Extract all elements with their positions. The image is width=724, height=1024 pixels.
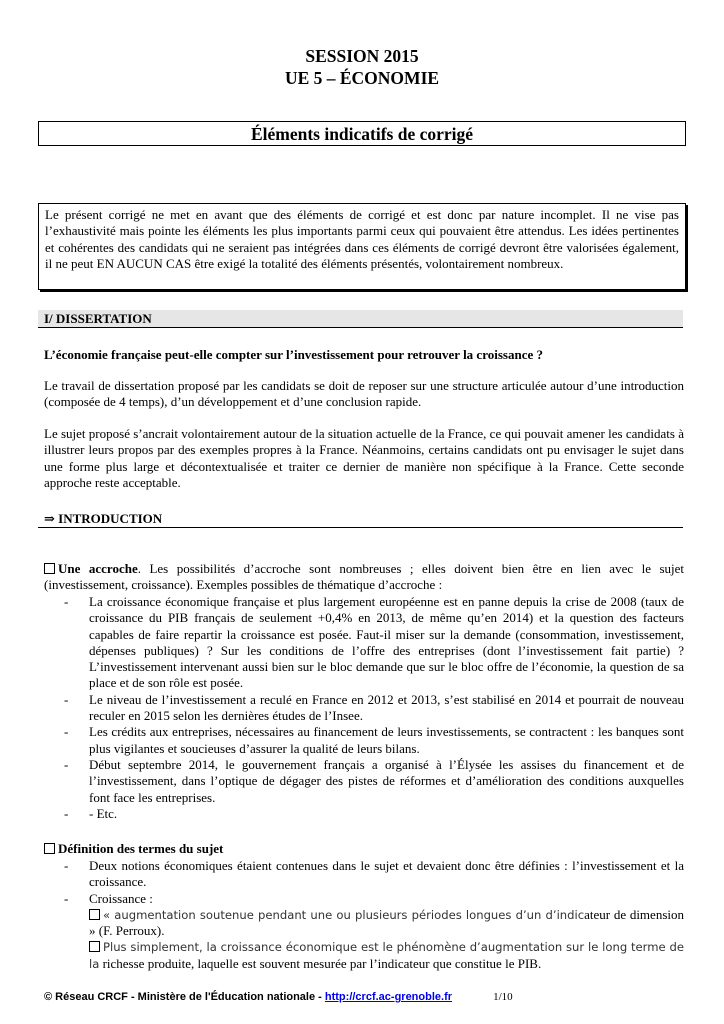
- checkbox-icon: [44, 843, 55, 854]
- checkbox-icon: [89, 941, 100, 952]
- checkbox-icon: [89, 909, 100, 920]
- footer-link[interactable]: http://crcf.ac-grenoble.fr: [324, 991, 453, 1003]
- list-item: - La croissance économique française et plus largement européenne est en panne depuis la crise de 2008 (taux de croissance du PIB français de seulement +0,4% en 2013, de même qu’en 2014) et la question des facteurs capables de faire repartir la croissance est posée. Faut-il miser sur la demande (consommation, investissement, dépenses publiques) ? Sur les conditions de l’offre des entreprises (dont l’investissement fait partie) ? L’investissement intervenant aussi bien sur le bloc demande que sur le bloc offre de l’économie, la question de sa place et de son rôle est posée.: [64, 594, 684, 691]
- accroche-list: [64, 594, 684, 822]
- disclaimer-box: Le présent corrigé ne met en avant que des éléments de corrigé et est donc par nature incomplet. Il ne vise pas l’exhaustivité mais pointe les éléments les plus importants parmi ceux qui pouvaient être attendus. Les idées pertinentes et cohérentes des candidats qui ne seraient pas intégrées dans ces éléments de corrigé devront être valorisées également, il ne peut EN AUCUN CAS être exigé la totalité des éléments présentés, volontairement nombreux.: [38, 203, 686, 290]
- definition-perroux: « augmentation soutenue pendant une ou plusieurs périodes longues d’un d’indicateur de dimension » (F. Perroux).: [89, 906, 684, 939]
- definition-list: [64, 858, 684, 972]
- page-footer: [44, 990, 684, 1004]
- footer-copyright: © Réseau CRCF - Ministère de l'Éducation nationale -: [44, 991, 322, 1003]
- checkbox-icon: [44, 563, 55, 574]
- dissertation-question: L’économie française peut-elle compter sur l’investissement pour retrouver la croissance ?: [44, 347, 543, 362]
- list-item: - Croissance : « augmentation soutenue pendant une ou plusieurs périodes longues d’un d’indicateur de dimension » (F. Perroux). Plus simplement, la croissance économique est le phénomène d’augmentation sur le long terme de la richesse produite, laquelle est souvent mesurée par l’indicateur que constitue le PIB.: [64, 890, 684, 971]
- list-item: - - Etc.: [64, 805, 118, 821]
- ue-line: UE 5 – ÉCONOMIE: [284, 68, 440, 88]
- arrow-icon: ⇒: [44, 511, 55, 526]
- definition-label: Définition des termes du sujet: [58, 841, 224, 856]
- session-line: SESSION 2015: [305, 46, 419, 66]
- definition-simple: Plus simplement, la croissance économique est le phénomène d’augmentation sur le long terme de la richesse produite, laquelle est souvent mesurée par l’indicateur que constitue le PIB.: [89, 940, 684, 971]
- accroche-text: . Les possibilités d’accroche sont nombreuses ; elles doivent bien être en lien avec le sujet (investissement, croissance). Exemples possibles de thématique d’accroche :: [44, 561, 685, 593]
- section-heading-dissertation: I/ DISSERTATION: [38, 310, 683, 328]
- list-item: - Les crédits aux entreprises, nécessaires au financement de leurs investissements, se contractent : les banques sont plus vigilantes et soucieuses d’assurer la qualité de leurs bilans.: [64, 724, 684, 756]
- session-heading: [0, 45, 724, 89]
- paragraph-structure: Le travail de dissertation proposé par les candidats se doit de reposer sur une structure articulée autour d’une introduction (composée de 4 temps), d’un développement et d’une conclusion rapide.: [44, 378, 684, 410]
- paragraph-context: Le sujet proposé s’ancrait volontairement autour de la situation actuelle de la France, ce qui pouvait amener les candidats à illustrer leurs propos par des exemples propres à la France. Néanmoins, certains candidats ont pu envisager le sujet dans une forme plus large et décontextualisée et traiter ce dernier de manière non spécifique à la France. Cette seconde approche reste acceptable.: [44, 426, 684, 490]
- introduction-label: INTRODUCTION: [58, 511, 163, 526]
- section-heading-introduction: [38, 510, 683, 528]
- page-number: 1/10: [493, 991, 513, 1003]
- list-item: - Début septembre 2014, le gouvernement français a organisé à l’Élysée les assises du financement et de l’investissement, dans l’optique de dégager des pistes de réformes et d’amélioration des conditions auxquelles font face les entreprises.: [64, 756, 684, 805]
- accroche-label: Une accroche: [58, 561, 138, 576]
- list-item: - Deux notions économiques étaient contenues dans le sujet et devaient donc être définies : l’investissement et la croissance.: [64, 858, 684, 890]
- list-item: - Le niveau de l’investissement a reculé en France en 2012 et 2013, s’est stabilisé en 2014 et pourrait de nouveau reculer en 2015 selon les dernières études de l’Insee.: [64, 691, 684, 724]
- accroche-paragraph: [44, 561, 684, 594]
- definition-heading: [44, 841, 684, 857]
- document-title: Éléments indicatifs de corrigé: [38, 121, 686, 146]
